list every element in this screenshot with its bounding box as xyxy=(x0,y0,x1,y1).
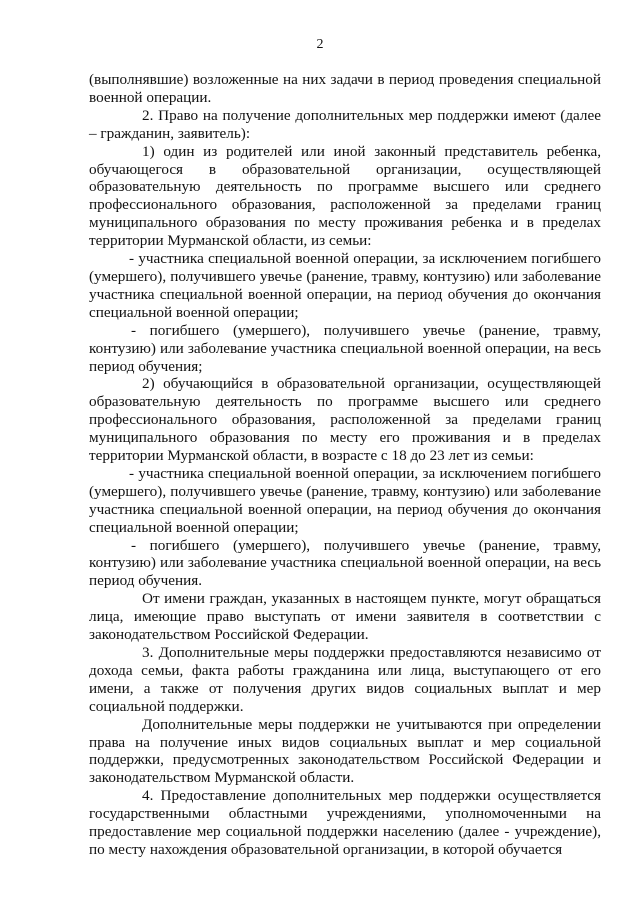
paragraph-dash-participant-1: - участника специальной военной операции, за исключением погибшего (умершего), получившего увечье (ранение, травму, контузию) или заболевание участника специальной военной операции, на период обучения до окончания специальной военной операции; xyxy=(89,250,601,321)
paragraph-item-2: 2. Право на получение дополнительных мер поддержки имеют (далее – гражданин, заявитель): xyxy=(89,106,601,142)
paragraph-item-4: 4. Предоставление дополнительных мер поддержки осуществляется государственными областными учреждениями, уполномоченными на предоставление мер социальной поддержки населению (далее - учреждение), по месту нахождения образовательной организации, в которой обучается xyxy=(89,787,601,858)
paragraph-continuation: (выполнявшие) возложенные на них задачи в период проведения специальной военной операции. xyxy=(89,71,601,106)
paragraph-subitem-1: 1) один из родителей или иной законный представитель ребенка, обучающегося в образовательной организации, осуществляющей образовательную деятельность по программе высшего или среднего профессионального образования, расположенной за пределами границ муниципального образования по месту проживания ребенка и в пределах территории Мурманской области, из семьи: xyxy=(89,142,601,250)
paragraph-not-counted: Дополнительные меры поддержки не учитываются при определении права на получение иных видов социальных выплат и мер социальной поддержки, предусмотренных законодательством Российской Федерации и законодательством Мурманской области. xyxy=(89,715,601,787)
paragraph-dash-deceased-1: - погибшего (умершего), получившего увечье (ранение, травму, контузию) или заболевание участника специальной военной операции, на весь период обучения; xyxy=(89,321,601,375)
paragraph-dash-participant-2: - участника специальной военной операции, за исключением погибшего (умершего), получившего увечье (ранение, травму, контузию) или заболевание участника специальной военной операции, на период обучения до окончания специальной военной операции; xyxy=(89,464,601,536)
paragraph-dash-deceased-2: - погибшего (умершего), получившего увечье (ранение, травму, контузию) или заболевание участника специальной военной операции, на весь период обучения. xyxy=(89,536,601,590)
paragraph-subitem-2: 2) обучающийся в образовательной организации, осуществляющей образовательную деятельность по программе высшего или среднего профессионального образования, расположенной за пределами границ муниципального образования по месту его проживания и в пределах территории Мурманской области, в возрасте с 18 до 23 лет из семьи: xyxy=(89,375,601,465)
paragraph-representatives: От имени граждан, указанных в настоящем пункте, могут обращаться лица, имеющие право выступать от имени заявителя в соответствии с законодательством Российской Федерации. xyxy=(89,590,601,644)
paragraph-item-3: 3. Дополнительные меры поддержки предоставляются независимо от дохода семьи, факта работы гражданина или лица, выступающего от его имени, а также от получения других видов социальных выплат и мер социальной поддержки. xyxy=(89,644,601,715)
document-body xyxy=(89,71,601,859)
page-number: 2 xyxy=(316,37,324,52)
